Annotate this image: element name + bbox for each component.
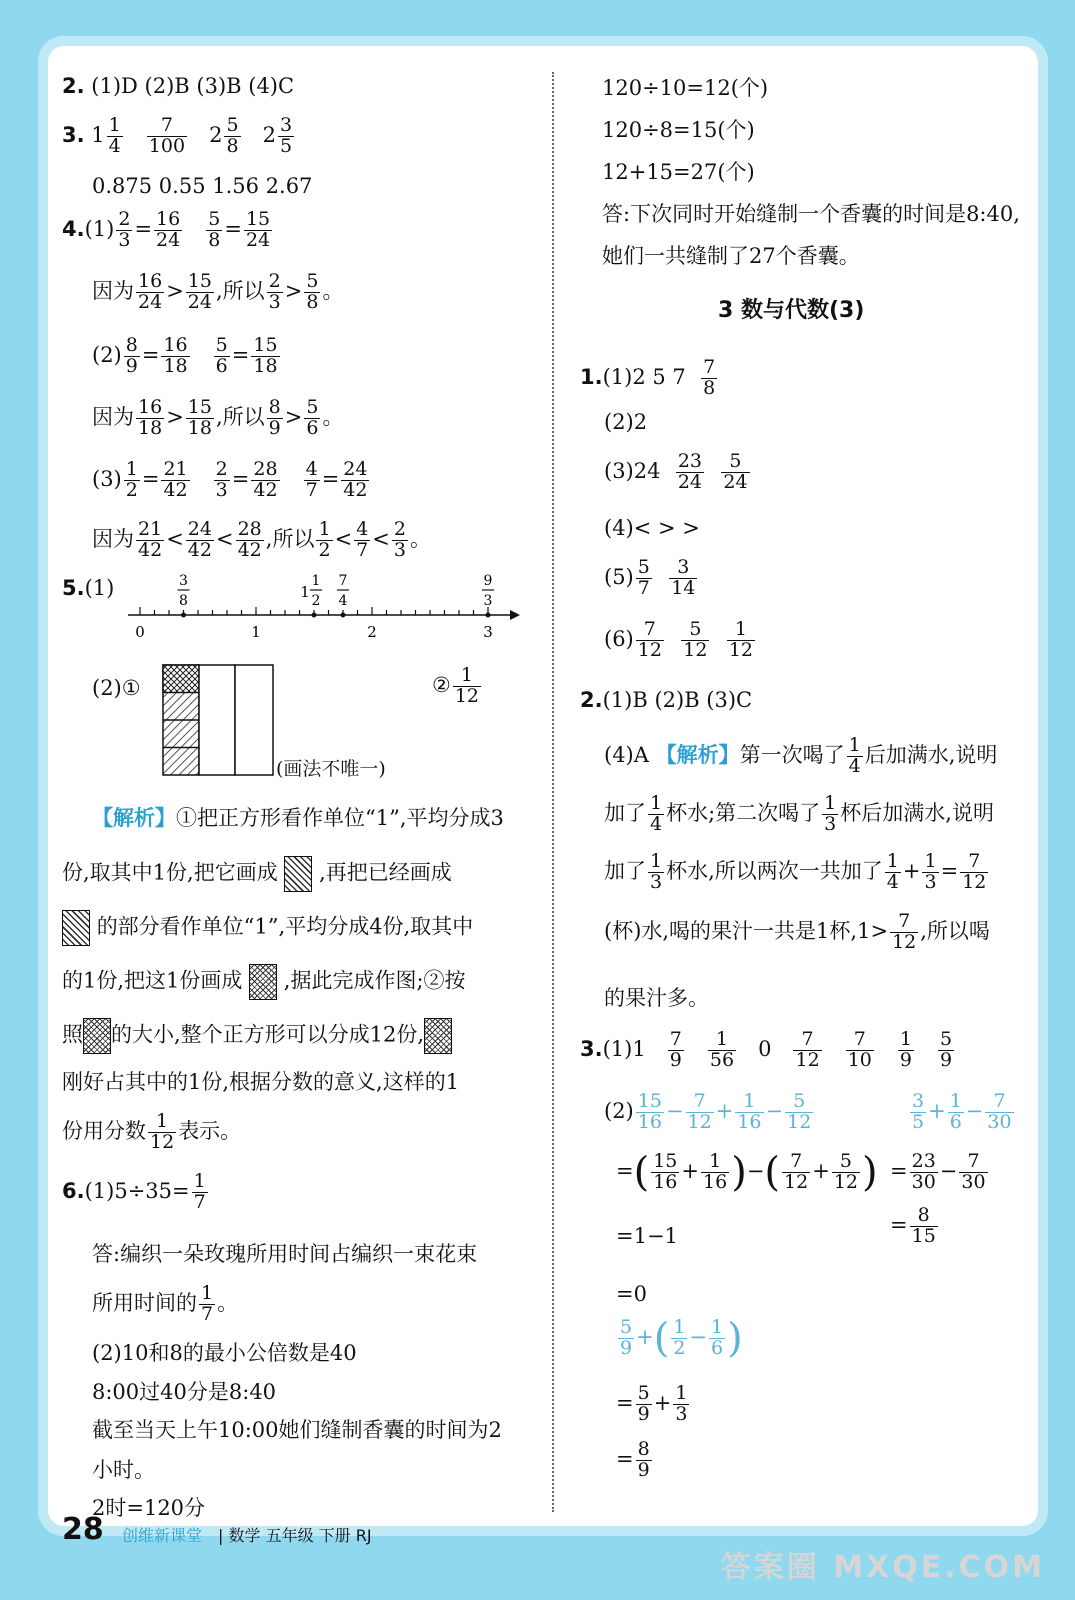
r-q1-4: (4)< > > (604, 516, 700, 540)
page-number: 28 (62, 1512, 104, 1547)
mark-denominator: 3 (483, 593, 493, 609)
q5-note: (画法不唯一) (276, 758, 386, 780)
fraction: $\frac{7}{30}$ (987, 1090, 1012, 1133)
q5-label: 5.(1) (62, 576, 115, 600)
analysis-line-6: 刚好占其中的1份,根据分数的意义,这样的1 (62, 1070, 460, 1094)
square-diagram (162, 664, 274, 776)
analysis-line-1: 【解析】①把正方形看作单位“1”,平均分成3 (92, 806, 504, 830)
fraction: $\frac{15}{16}$ (637, 1090, 662, 1133)
analysis-line-3: 的部分看作单位“1”,平均分成4份,取其中 (62, 910, 473, 946)
fraction: $\frac{1}{9}$ (899, 1028, 913, 1071)
fraction: $\frac{23}{30}$ (911, 1150, 936, 1193)
q6-line-8: 2时=120分 (92, 1496, 206, 1520)
q3-fractions: 3. 1 $\frac{1}{4}$ $\frac{7}{100}$ 2 $\frac{5}{8}$ 2 $\frac{3}{5}$ (62, 114, 293, 157)
hatched-box-icon (62, 910, 90, 946)
fraction: $\frac{5}{12}$ (833, 1150, 859, 1193)
r-q3-1: 3.(1)1 $\frac{7}{9}$ $\frac{1}{56}$ 0 $\frac{7}{12}$ $\frac{7}{10}$ $\frac{1}{9}$ $\frac{5}{9}$ (580, 1028, 953, 1071)
fraction: $\frac{7}{12}$ (795, 1028, 820, 1071)
crosshatched-box-icon (83, 1018, 111, 1054)
mark-denominator: 8 (179, 593, 188, 609)
q6-line-7: 小时。 (92, 1458, 155, 1482)
number-line (110, 565, 530, 650)
tick-label: 3 (483, 623, 493, 641)
brand-name: 创维新课堂 (122, 1526, 203, 1545)
r-line-2: 120÷8=15(个) (602, 118, 755, 142)
r-q2-5: (杯)水,喝的果汁一共是1杯,1> $\frac{7}{12}$ ,所以喝 (604, 910, 990, 953)
book-info: | 数学 五年级 下册 RJ (218, 1526, 372, 1545)
q4-part1: 4.(1) $\frac{2}{3}$ = $\frac{16}{24}$ $\frac{5}{8}$ = $\frac{15}{24}$ (62, 208, 271, 251)
r-q1-6: (6) $\frac{7}{12}$ $\frac{5}{12}$ $\frac{1}{12}$ (604, 618, 754, 661)
fraction: $\frac{7}{12}$ (784, 1150, 809, 1193)
hatched-box-icon (284, 856, 312, 892)
section-title: 3 数与代数(3) (718, 298, 865, 323)
mark-numerator: 1 (311, 573, 321, 589)
r-line-3: 12+15=27(个) (602, 160, 755, 184)
analysis-line-4: 的1份,把这1份画成 ,据此完成作图;②按 (62, 964, 466, 1000)
mark-denominator: 4 (338, 593, 348, 609)
q3-decimals: 0.875 0.55 1.56 2.67 (92, 174, 313, 198)
q5-part2-answer: ② $\frac{1}{12}$ (432, 664, 480, 707)
mark-whole: 1 (300, 583, 310, 601)
r-q1-3: (3)24 $\frac{23}{24}$ $\frac{5}{24}$ (604, 450, 748, 493)
r-q3-step-5: =0 (616, 1282, 647, 1306)
q6-line-1: 6.(1)5÷35= $\frac{1}{7}$ (62, 1170, 206, 1213)
fraction: $\frac{5}{9}$ (620, 1316, 633, 1359)
r-q2-6: 的果汁多。 (604, 986, 709, 1010)
r-q2-3: 加了 $\frac{1}{4}$ 杯水;第二次喝了 $\frac{1}{3}$ 杯后加满水,说明 (604, 792, 994, 835)
r-q2-4: 加了 $\frac{1}{3}$ 杯水,所以两次一共加了 $\frac{1}{4}$ + $\frac{1}{3}$ = $\frac{7}{12}$ (604, 850, 987, 893)
fraction: $\frac{1}{3}$ (675, 1382, 688, 1425)
fraction: $\frac{7}{12}$ (687, 1090, 712, 1133)
fraction: $\frac{7}{9}$ (669, 1028, 682, 1071)
tick-label: 0 (135, 623, 145, 641)
q4-part1-compare: 因为 $\frac{16}{24}$ > $\frac{15}{24}$ ,所以 $\frac{2}{3}$ > $\frac{5}{8}$ 。 (92, 270, 344, 313)
q4-part3-compare: 因为 $\frac{21}{42}$ < $\frac{24}{42}$ < $\frac{28}{42}$ ,所以 $\frac{1}{2}$ < $\frac{4}{7}$ < $\frac{2}{3}$ 。 (92, 518, 431, 561)
r-q2-1: 2.(1)B (2)B (3)C (580, 688, 753, 712)
mark-numerator: 7 (338, 573, 348, 589)
fraction: $\frac{1}{16}$ (703, 1150, 728, 1193)
r-q3-expr-1: (2) $\frac{15}{16}$ − $\frac{7}{12}$ + $\frac{1}{16}$ − $\frac{5}{12}$ (604, 1090, 812, 1133)
mark-point (181, 613, 186, 618)
r-q3-step-3: =1−1 (616, 1224, 678, 1248)
fraction: $\frac{1}{6}$ (949, 1090, 962, 1133)
crosshatched-box-icon (249, 964, 277, 1000)
r-q3-step-6: = $\frac{5}{9}$ + $\frac{1}{3}$ (616, 1382, 688, 1425)
axis-arrow (510, 610, 520, 620)
fraction: $\frac{1}{2}$ (673, 1316, 686, 1359)
fraction: $\frac{8}{15}$ (911, 1204, 936, 1247)
r-q1-5: (5) $\frac{5}{7}$ $\frac{3}{14}$ (604, 556, 696, 599)
watermark: 答案圈 MXQE.COM (720, 1550, 1045, 1585)
mark-point (486, 613, 491, 618)
mark-point (312, 613, 317, 618)
q6-line-2: 答:编织一朵玫瑰所用时间占编织一束花束 (92, 1242, 478, 1266)
column-divider (552, 72, 554, 1512)
fraction: $\frac{1}{56}$ (709, 1028, 735, 1071)
q6-line-5: 8:00过40分是8:40 (92, 1380, 277, 1404)
fraction: $\frac{7}{10}$ (847, 1028, 872, 1071)
r-q1-2: (2)2 (604, 410, 648, 434)
fraction: $\frac{1}{16}$ (737, 1090, 762, 1133)
q6-line-6: 截至当天上午10:00她们缝制香囊的时间为2 (92, 1418, 502, 1442)
q4-part2: (2) $\frac{8}{9}$ = $\frac{16}{18}$ $\frac{5}{6}$ = $\frac{15}{18}$ (92, 334, 278, 377)
mark-numerator: 9 (483, 573, 493, 589)
fraction: $\frac{15}{16}$ (653, 1150, 678, 1193)
fraction: $\frac{5}{9}$ (637, 1382, 650, 1425)
fraction: $\frac{7}{30}$ (961, 1150, 986, 1193)
r-q3-expr-2: $\frac{3}{5}$ + $\frac{1}{6}$ − $\frac{7}{30}$ (912, 1090, 1012, 1133)
r-q3-step-1: =( $\frac{15}{16}$ + $\frac{1}{16}$ )−( $\frac{7}{12}$ + $\frac{5}{12}$ ) (616, 1149, 878, 1196)
r-q3-step-4: = $\frac{8}{15}$ (890, 1204, 936, 1247)
q4-part2-compare: 因为 $\frac{16}{18}$ > $\frac{15}{18}$ ,所以 $\frac{8}{9}$ > $\frac{5}{6}$ 。 (92, 396, 344, 439)
r-q3-expr-3: $\frac{5}{9}$ +( $\frac{1}{2}$ − $\frac{1}{6}$ ) (620, 1315, 743, 1362)
fraction: $\frac{3}{5}$ (912, 1090, 925, 1133)
q4-part3: (3) $\frac{1}{2}$ = $\frac{21}{42}$ $\frac{2}{3}$ = $\frac{28}{42}$ $\frac{4}{7}$ = $\frac{24}{42}$ (92, 458, 368, 501)
q5-part2-label: (2)① (92, 676, 141, 700)
mark-numerator: 3 (179, 573, 188, 589)
fraction: $\frac{8}{9}$ (637, 1438, 650, 1481)
r-q3-step-7: = $\frac{8}{9}$ (616, 1438, 650, 1481)
r-q1-1: 1.(1)2 5 7 $\frac{7}{8}$ (580, 356, 716, 399)
mark-point (341, 613, 346, 618)
fraction: $\frac{5}{9}$ (940, 1028, 953, 1071)
r-q2-2: (4)A 【解析】第一次喝了 $\frac{1}{4}$ 后加满水,说明 (604, 734, 998, 777)
r-q3-step-2: = $\frac{23}{30}$ − $\frac{7}{30}$ (890, 1150, 986, 1193)
tick-label: 1 (251, 623, 261, 641)
mark-denominator: 2 (311, 593, 321, 609)
tick-label: 2 (367, 623, 377, 641)
analysis-line-7: 份用分数 $\frac{1}{12}$ 表示。 (62, 1110, 242, 1153)
r-line-4: 答:下次同时开始缝制一个香囊的时间是8:40, (602, 202, 1020, 226)
analysis-line-5: 照 的大小,整个正方形可以分成12份, (62, 1018, 452, 1054)
r-line-5: 她们一共缝制了27个香囊。 (602, 244, 860, 268)
fraction: $\frac{5}{12}$ (787, 1090, 812, 1133)
fraction: $\frac{1}{6}$ (711, 1316, 724, 1359)
q6-line-4: (2)10和8的最小公倍数是40 (92, 1341, 357, 1365)
q2-answer: 2. (1)D (2)B (3)B (4)C (62, 74, 295, 98)
crosshatched-box-icon (424, 1018, 452, 1054)
analysis-line-2: 份,取其中1份,把它画成 ,再把已经画成 (62, 856, 452, 892)
r-line-1: 120÷10=12(个) (602, 76, 769, 100)
q6-line-3: 所用时间的 $\frac{1}{7}$ 。 (92, 1282, 239, 1325)
